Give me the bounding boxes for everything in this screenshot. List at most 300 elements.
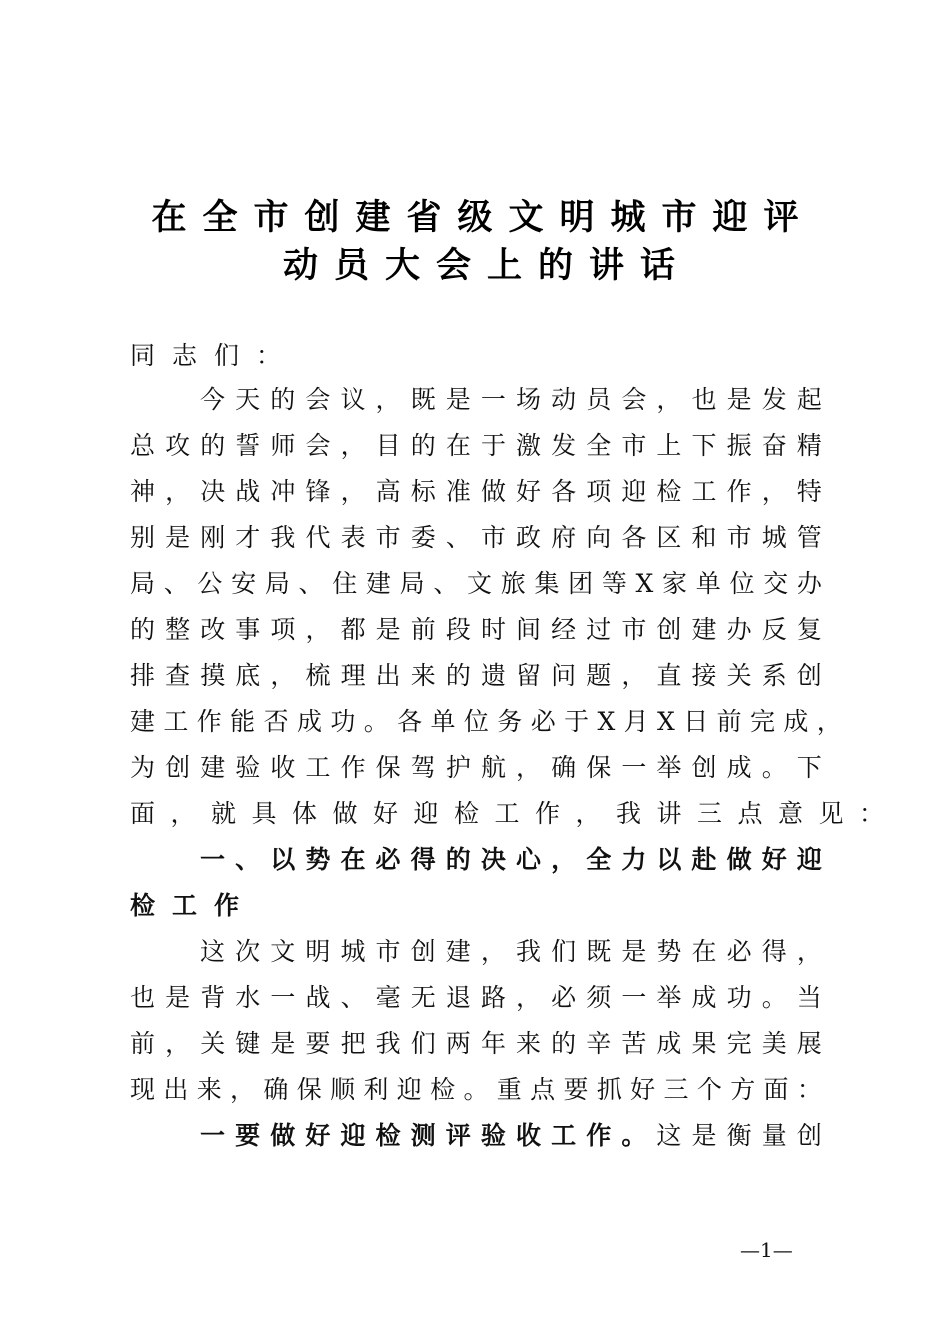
glyph: 来 — [196, 1075, 222, 1104]
glyph: 我 — [375, 1029, 401, 1058]
glyph: ： — [796, 1075, 822, 1104]
glyph: 师 — [270, 431, 296, 460]
glyph: 迎 — [396, 1075, 422, 1104]
glyph: 出 — [163, 1075, 189, 1104]
glyph: 前 — [716, 707, 742, 736]
glyph: 赴 — [691, 845, 717, 874]
glyph: 、 — [433, 569, 459, 598]
glyph: 问 — [551, 661, 577, 690]
glyph: 果 — [691, 1029, 717, 1058]
glyph-bold: 要 — [235, 1121, 261, 1150]
glyph: 毫 — [375, 983, 401, 1012]
glyph: 在 — [691, 937, 717, 966]
glyph: 展 — [796, 1029, 822, 1058]
glyph: ， — [165, 477, 191, 506]
glyph: 建 — [365, 569, 391, 598]
glyph: 路 — [480, 983, 506, 1012]
glyph: 全 — [586, 431, 612, 460]
glyph: 、 — [445, 523, 471, 552]
glyph: 心 — [515, 845, 541, 874]
glyph: 举 — [656, 753, 682, 782]
glyph: 办 — [796, 569, 822, 598]
glyph-bold: 评 — [445, 1121, 471, 1150]
glyph: 航 — [480, 753, 506, 782]
glyph: 完 — [750, 707, 776, 736]
glyph: 、 — [163, 569, 189, 598]
glyph: 是 — [165, 523, 191, 552]
glyph: 衡 — [726, 1121, 752, 1150]
section-heading-1 — [200, 837, 822, 883]
glyph: 两 — [445, 1029, 471, 1058]
glyph-bold: 检 — [375, 1121, 401, 1150]
glyph: 作 — [196, 707, 222, 736]
glyph: 奋 — [761, 431, 787, 460]
glyph: 迎 — [621, 477, 647, 506]
glyph: 背 — [200, 983, 226, 1012]
glyph: 验 — [235, 753, 261, 782]
body-line — [130, 607, 822, 653]
glyph: 工 — [305, 753, 331, 782]
glyph: 现 — [130, 1075, 156, 1104]
glyph: 建 — [200, 753, 226, 782]
page-number: —1— — [740, 1238, 793, 1262]
glyph: 既 — [586, 937, 612, 966]
paragraph-3-line — [200, 1113, 822, 1159]
document-title-line-1: 在全市创建省级文明城市迎评 — [151, 197, 815, 238]
glyph: 别 — [130, 523, 156, 552]
glyph: 顺 — [330, 1075, 356, 1104]
glyph: 遗 — [480, 661, 506, 690]
glyph: 文 — [467, 569, 493, 598]
glyph: 是 — [726, 385, 752, 414]
glyph: ， — [516, 753, 542, 782]
glyph: 局 — [130, 569, 156, 598]
glyph: 利 — [363, 1075, 389, 1104]
glyph: 辛 — [586, 1029, 612, 1058]
glyph: 得 — [761, 937, 787, 966]
glyph: 城 — [340, 937, 366, 966]
glyph: 是 — [445, 385, 471, 414]
glyph: 必 — [726, 937, 752, 966]
glyph: 刚 — [200, 523, 226, 552]
glyph: 查 — [165, 661, 191, 690]
glyph: 是 — [375, 615, 401, 644]
glyph: 必 — [551, 983, 577, 1012]
glyph: 、 — [340, 983, 366, 1012]
glyph: 冲 — [270, 477, 296, 506]
glyph: 务 — [497, 707, 523, 736]
glyph: 水 — [235, 983, 261, 1012]
glyph: ， — [230, 1075, 256, 1104]
glyph: 誓 — [235, 431, 261, 460]
glyph: 面 — [763, 1075, 789, 1104]
glyph: 向 — [586, 523, 612, 552]
glyph: 神 — [130, 477, 156, 506]
glyph: 来 — [516, 1029, 542, 1058]
glyph: 是 — [691, 1121, 717, 1150]
glyph: 留 — [516, 661, 542, 690]
glyph: 作 — [726, 477, 752, 506]
glyph: 员 — [586, 385, 612, 414]
glyph: 工 — [691, 477, 717, 506]
glyph: 建 — [130, 707, 156, 736]
glyph: 工 — [163, 707, 189, 736]
glyph: ， — [816, 707, 842, 736]
glyph: 市 — [726, 523, 752, 552]
glyph: ， — [340, 431, 366, 460]
glyph: 项 — [270, 615, 296, 644]
glyph: 一 — [621, 983, 647, 1012]
glyph: ， — [480, 937, 506, 966]
glyph: 以 — [656, 845, 682, 874]
glyph: 总 — [130, 431, 156, 460]
glyph: 政 — [516, 523, 542, 552]
body-line — [130, 469, 822, 515]
glyph: 确 — [263, 1075, 289, 1104]
glyph: 府 — [551, 523, 577, 552]
glyph: 我 — [515, 937, 541, 966]
body-line: 面，就具体做好迎检工作，我讲三点意见： — [130, 799, 900, 828]
glyph: 会 — [621, 385, 647, 414]
glyph: 战 — [235, 477, 261, 506]
glyph: 办 — [726, 615, 752, 644]
glyph: 摸 — [200, 661, 226, 690]
glyph: 天 — [235, 385, 261, 414]
glyph: 公 — [197, 569, 223, 598]
glyph: ， — [340, 477, 366, 506]
glyph: 的 — [270, 385, 296, 414]
glyph: 家 — [662, 569, 688, 598]
glyph: 保 — [375, 753, 401, 782]
glyph: 成 — [656, 1029, 682, 1058]
glyph: 委 — [410, 523, 436, 552]
glyph: 市 — [621, 431, 647, 460]
glyph: ， — [551, 845, 577, 874]
glyph: 事 — [235, 615, 261, 644]
glyph: 否 — [263, 707, 289, 736]
glyph: 精 — [796, 431, 822, 460]
glyph: 保 — [586, 753, 612, 782]
glyph: 必 — [375, 845, 401, 874]
glyph: 。 — [761, 753, 787, 782]
glyph: 于 — [480, 431, 506, 460]
glyph: 退 — [445, 983, 471, 1012]
glyph: 建 — [445, 937, 471, 966]
glyph-bold: 工 — [551, 1121, 577, 1150]
glyph: 会 — [305, 431, 331, 460]
glyph: 既 — [410, 385, 436, 414]
glyph: 关 — [200, 1029, 226, 1058]
glyph: 确 — [551, 753, 577, 782]
glyph: 会 — [305, 385, 331, 414]
glyph: 作 — [340, 753, 366, 782]
glyph: 好 — [630, 1075, 656, 1104]
glyph: 、 — [298, 569, 324, 598]
glyph: 住 — [332, 569, 358, 598]
glyph: 成 — [726, 753, 752, 782]
glyph: 市 — [375, 523, 401, 552]
glyph: 成 — [691, 983, 717, 1012]
glyph: 标 — [410, 477, 436, 506]
glyph: 量 — [761, 1121, 787, 1150]
glyph: 来 — [410, 661, 436, 690]
glyph: 段 — [445, 615, 471, 644]
glyph: 为 — [130, 753, 156, 782]
glyph: 们 — [410, 1029, 436, 1058]
glyph: 这 — [200, 937, 226, 966]
glyph: ， — [621, 661, 647, 690]
glyph: 创 — [656, 615, 682, 644]
glyph: 前 — [130, 1029, 156, 1058]
glyph: 明 — [305, 937, 331, 966]
glyph: 特 — [796, 477, 822, 506]
glyph: 旅 — [500, 569, 526, 598]
glyph: 单 — [430, 707, 456, 736]
glyph: 完 — [726, 1029, 752, 1058]
glyph: 下 — [796, 753, 822, 782]
glyph: 点 — [530, 1075, 556, 1104]
glyph: 把 — [340, 1029, 366, 1058]
glyph: 得 — [410, 845, 436, 874]
glyph: 下 — [691, 431, 717, 460]
glyph: ， — [516, 983, 542, 1012]
glyph: 一 — [480, 385, 506, 414]
glyph: 创 — [165, 753, 191, 782]
glyph: 力 — [621, 845, 647, 874]
glyph: 势 — [305, 845, 331, 874]
glyph: 举 — [656, 983, 682, 1012]
glyph: 的 — [130, 615, 156, 644]
glyph-bold: 做 — [270, 1121, 296, 1150]
glyph: 建 — [691, 615, 717, 644]
body-line — [130, 745, 822, 791]
glyph: 好 — [516, 477, 542, 506]
body-line — [130, 1067, 822, 1113]
glyph: 管 — [796, 523, 822, 552]
glyph: 创 — [691, 753, 717, 782]
glyph: 创 — [796, 1121, 822, 1150]
glyph: 目 — [375, 431, 401, 460]
glyph: 位 — [463, 707, 489, 736]
glyph: 的 — [445, 661, 471, 690]
glyph: 振 — [726, 431, 752, 460]
glyph: 功 — [726, 983, 752, 1012]
glyph: 项 — [586, 477, 612, 506]
glyph: 检 — [430, 1075, 456, 1104]
glyph: 三 — [663, 1075, 689, 1104]
glyph: 系 — [761, 661, 787, 690]
glyph: 成 — [296, 707, 322, 736]
glyph: 锋 — [305, 477, 331, 506]
glyph: 市 — [375, 937, 401, 966]
glyph: X — [635, 569, 654, 598]
glyph: 安 — [231, 569, 257, 598]
glyph: 的 — [551, 1029, 577, 1058]
glyph: 位 — [729, 569, 755, 598]
glyph: 发 — [761, 385, 787, 414]
glyph: 反 — [761, 615, 787, 644]
glyph: 各 — [621, 523, 647, 552]
glyph: 年 — [480, 1029, 506, 1058]
glyph: 要 — [305, 1029, 331, 1058]
glyph: 出 — [375, 661, 401, 690]
glyph: 一 — [200, 845, 226, 874]
glyph: 于 — [564, 707, 590, 736]
glyph: 攻 — [165, 431, 191, 460]
body-line — [130, 699, 842, 745]
glyph: 护 — [445, 753, 471, 782]
glyph: 。 — [761, 983, 787, 1012]
glyph: 须 — [586, 983, 612, 1012]
glyph: ， — [270, 661, 296, 690]
glyph: 一 — [270, 983, 296, 1012]
glyph: 成 — [783, 707, 809, 736]
body-line — [130, 653, 822, 699]
glyph: 各 — [551, 477, 577, 506]
glyph: 前 — [410, 615, 436, 644]
glyph: ， — [796, 937, 822, 966]
glyph: 次 — [235, 937, 261, 966]
glyph: 和 — [691, 523, 717, 552]
glyph: 们 — [551, 937, 577, 966]
body-line — [130, 561, 822, 607]
glyph: 关 — [726, 661, 752, 690]
glyph: 代 — [305, 523, 331, 552]
glyph: 动 — [551, 385, 577, 414]
glyph: 的 — [200, 431, 226, 460]
body-line — [200, 377, 822, 423]
glyph: 过 — [586, 615, 612, 644]
glyph: 局 — [264, 569, 290, 598]
glyph-bold: 测 — [410, 1121, 436, 1150]
glyph: 要 — [563, 1075, 589, 1104]
glyph: 时 — [480, 615, 506, 644]
glyph: 个 — [696, 1075, 722, 1104]
glyph: 日 — [683, 707, 709, 736]
glyph: ， — [761, 477, 787, 506]
glyph: ， — [656, 385, 682, 414]
glyph: 月 — [623, 707, 649, 736]
glyph: 题 — [586, 661, 612, 690]
glyph: 排 — [130, 661, 156, 690]
glyph: 创 — [410, 937, 436, 966]
glyph: 无 — [410, 983, 436, 1012]
glyph: 重 — [496, 1075, 522, 1104]
glyph: 市 — [621, 615, 647, 644]
glyph: 单 — [695, 569, 721, 598]
glyph-bold: 迎 — [340, 1121, 366, 1150]
glyph: 改 — [200, 615, 226, 644]
glyph: 苦 — [621, 1029, 647, 1058]
glyph: 是 — [165, 983, 191, 1012]
glyph: 抓 — [596, 1075, 622, 1104]
glyph: 以 — [270, 845, 296, 874]
glyph: 发 — [551, 431, 577, 460]
body-line — [130, 975, 822, 1021]
glyph: 键 — [235, 1029, 261, 1058]
glyph: 美 — [761, 1029, 787, 1058]
glyph: 做 — [480, 477, 506, 506]
glyph: 交 — [763, 569, 789, 598]
glyph: 创 — [796, 661, 822, 690]
glyph: 今 — [200, 385, 226, 414]
glyph: 是 — [270, 1029, 296, 1058]
glyph: 做 — [726, 845, 752, 874]
document-title-line-2: 动员大会上的讲话 — [282, 245, 691, 286]
glyph: 方 — [730, 1075, 756, 1104]
glyph: 当 — [796, 983, 822, 1012]
glyph: 也 — [130, 983, 156, 1012]
glyph: 集 — [534, 569, 560, 598]
body-line — [130, 515, 822, 561]
glyph: 才 — [235, 523, 261, 552]
glyph: 在 — [340, 845, 366, 874]
glyph: 团 — [568, 569, 594, 598]
glyph: 都 — [340, 615, 366, 644]
glyph-bold: 作 — [586, 1121, 612, 1150]
glyph: 接 — [691, 661, 717, 690]
glyph: 驾 — [410, 753, 436, 782]
glyph: 局 — [399, 569, 425, 598]
glyph: X — [657, 707, 675, 736]
glyph: ， — [375, 385, 401, 414]
glyph: 。 — [363, 707, 389, 736]
glyph: 理 — [340, 661, 366, 690]
glyph: 好 — [761, 845, 787, 874]
glyph: 收 — [270, 753, 296, 782]
glyph: 议 — [340, 385, 366, 414]
section-heading-1-cont: 检工作 — [130, 891, 257, 920]
glyph: 激 — [516, 431, 542, 460]
glyph: 经 — [551, 615, 577, 644]
body-line — [130, 423, 822, 469]
glyph: 整 — [165, 615, 191, 644]
glyph-bold: 一 — [200, 1121, 226, 1150]
glyph-bold: 收 — [515, 1121, 541, 1150]
glyph: 市 — [480, 523, 506, 552]
glyph: 准 — [445, 477, 471, 506]
glyph: 区 — [656, 523, 682, 552]
glyph: 势 — [656, 937, 682, 966]
glyph: 表 — [340, 523, 366, 552]
glyph: ， — [165, 1029, 191, 1058]
glyph: 也 — [691, 385, 717, 414]
glyph: 战 — [305, 983, 331, 1012]
glyph: 必 — [530, 707, 556, 736]
glyph: 起 — [796, 385, 822, 414]
glyph: 间 — [516, 615, 542, 644]
glyph: 底 — [235, 661, 261, 690]
glyph: 功 — [330, 707, 356, 736]
glyph: 直 — [656, 661, 682, 690]
body-line — [130, 1021, 822, 1067]
glyph: 一 — [621, 753, 647, 782]
glyph: 高 — [375, 477, 401, 506]
glyph: 文 — [270, 937, 296, 966]
glyph: 是 — [621, 937, 647, 966]
body-line — [200, 929, 822, 975]
glyph: 复 — [796, 615, 822, 644]
glyph: 在 — [445, 431, 471, 460]
glyph: 决 — [480, 845, 506, 874]
glyph: 城 — [761, 523, 787, 552]
glyph: ， — [305, 615, 331, 644]
glyph: 全 — [586, 845, 612, 874]
salutation: 同志们： — [130, 341, 299, 370]
glyph-bold: 验 — [480, 1121, 506, 1150]
glyph: 迎 — [796, 845, 822, 874]
glyph: 这 — [656, 1121, 682, 1150]
